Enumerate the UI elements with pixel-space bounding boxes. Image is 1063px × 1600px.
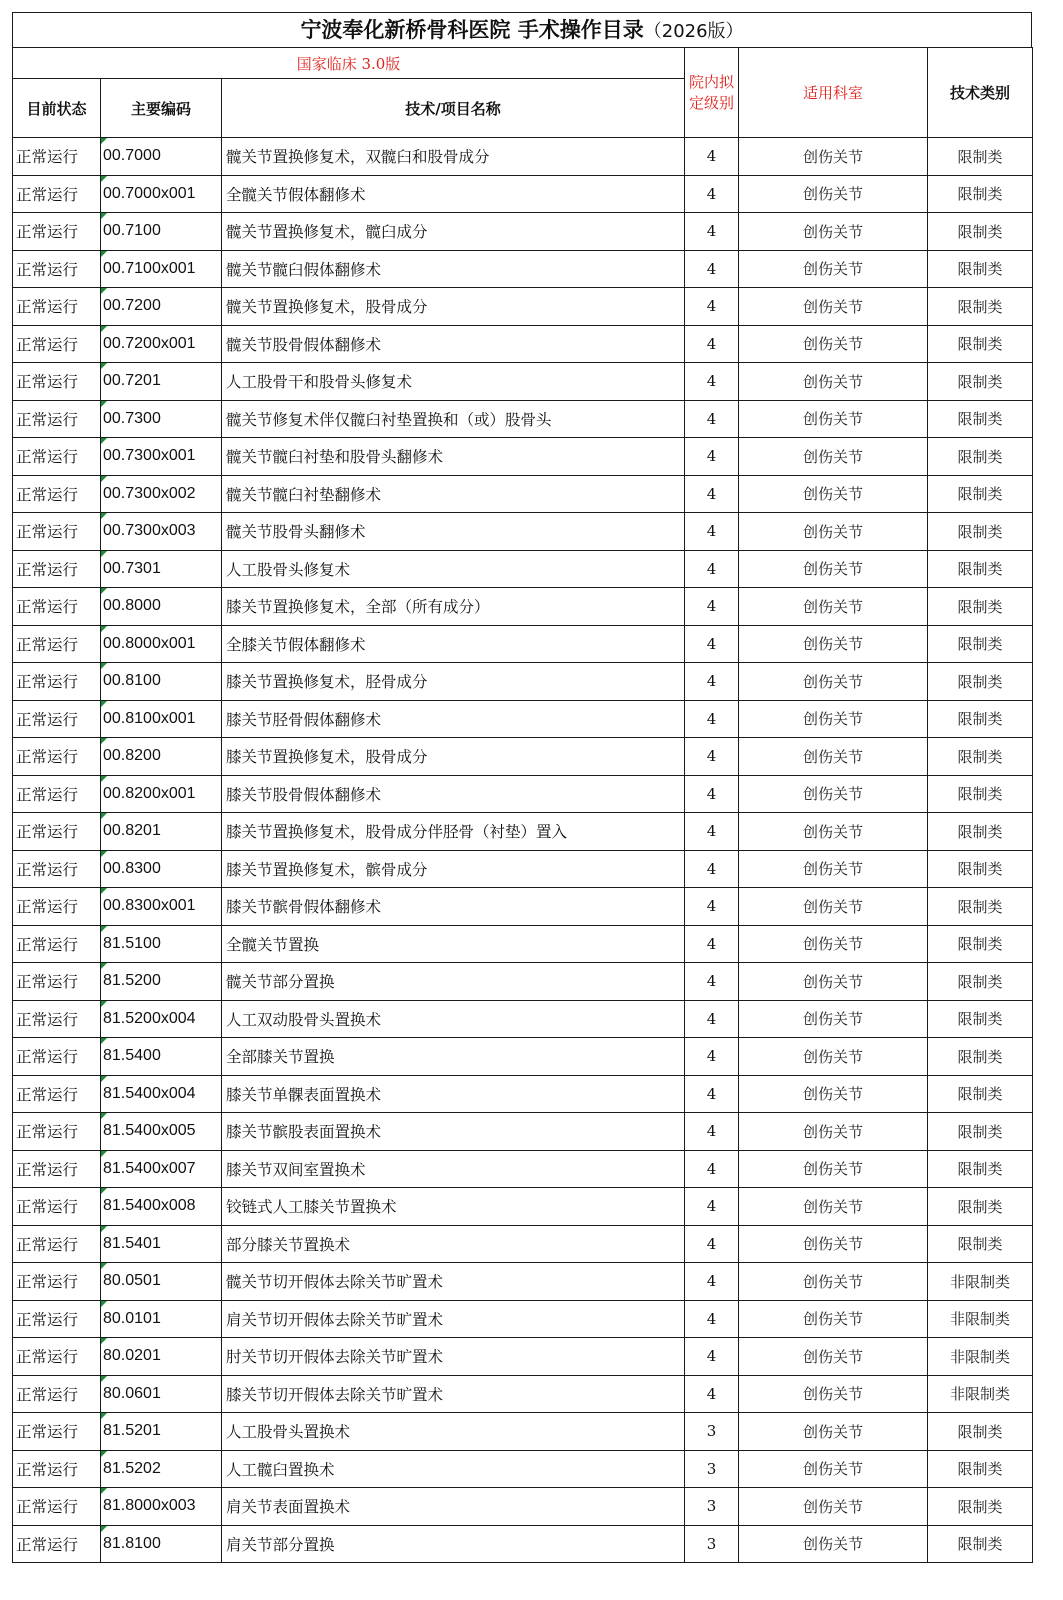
table-body bbox=[13, 138, 1033, 1563]
table-row bbox=[13, 925, 1033, 963]
header-level: 院内拟定级别 bbox=[685, 48, 739, 138]
cell-level: 3 bbox=[685, 1488, 739, 1526]
cell-name: 膝关节髌股表面置换术 bbox=[222, 1113, 685, 1151]
cell-status: 正常运行 bbox=[13, 325, 101, 363]
cell-name: 人工股骨干和股骨头修复术 bbox=[222, 363, 685, 401]
cell-tech-type: 限制类 bbox=[928, 663, 1033, 701]
catalog-sheet bbox=[12, 12, 1032, 1563]
cell-status: 正常运行 bbox=[13, 1038, 101, 1076]
cell-department: 创伤关节 bbox=[739, 925, 928, 963]
cell-code: 00.7000 bbox=[101, 138, 222, 176]
cell-code: 00.8000 bbox=[101, 588, 222, 626]
cell-tech-type: 限制类 bbox=[928, 138, 1033, 176]
cell-level: 4 bbox=[685, 738, 739, 776]
cell-level: 4 bbox=[685, 550, 739, 588]
cell-name: 膝关节股骨假体翻修术 bbox=[222, 775, 685, 813]
table-row bbox=[13, 400, 1033, 438]
cell-tech-type: 限制类 bbox=[928, 513, 1033, 551]
cell-status: 正常运行 bbox=[13, 475, 101, 513]
cell-status: 正常运行 bbox=[13, 888, 101, 926]
cell-tech-type: 限制类 bbox=[928, 175, 1033, 213]
cell-level: 4 bbox=[685, 400, 739, 438]
cell-code: 81.5400x005 bbox=[101, 1113, 222, 1151]
cell-tech-type: 限制类 bbox=[928, 1000, 1033, 1038]
cell-name: 膝关节置换修复术，全部（所有成分） bbox=[222, 588, 685, 626]
cell-level: 4 bbox=[685, 213, 739, 251]
title-main: 宁波奉化新桥骨科医院 手术操作目录 bbox=[300, 18, 644, 42]
cell-status: 正常运行 bbox=[13, 513, 101, 551]
table-row bbox=[13, 1338, 1033, 1376]
cell-level: 4 bbox=[685, 1000, 739, 1038]
cell-name: 肩关节切开假体去除关节旷置术 bbox=[222, 1300, 685, 1338]
cell-code: 81.5400 bbox=[101, 1038, 222, 1076]
cell-code: 00.8100x001 bbox=[101, 700, 222, 738]
cell-level: 4 bbox=[685, 1075, 739, 1113]
table-row bbox=[13, 738, 1033, 776]
cell-tech-type: 限制类 bbox=[928, 1113, 1033, 1151]
table-row bbox=[13, 1113, 1033, 1151]
cell-name: 膝关节髌骨假体翻修术 bbox=[222, 888, 685, 926]
table-row bbox=[13, 288, 1033, 326]
table-row bbox=[13, 325, 1033, 363]
cell-code: 00.8200 bbox=[101, 738, 222, 776]
cell-tech-type: 限制类 bbox=[928, 213, 1033, 251]
cell-code: 81.5400x007 bbox=[101, 1150, 222, 1188]
cell-department: 创伤关节 bbox=[739, 700, 928, 738]
cell-department: 创伤关节 bbox=[739, 850, 928, 888]
cell-status: 正常运行 bbox=[13, 250, 101, 288]
cell-name: 膝关节置换修复术，胫骨成分 bbox=[222, 663, 685, 701]
cell-name: 全部膝关节置换 bbox=[222, 1038, 685, 1076]
cell-level: 4 bbox=[685, 588, 739, 626]
cell-status: 正常运行 bbox=[13, 1113, 101, 1151]
title-edition: （2026版） bbox=[643, 21, 744, 42]
cell-name: 髋关节部分置换 bbox=[222, 963, 685, 1001]
cell-code: 81.5400x008 bbox=[101, 1188, 222, 1226]
cell-tech-type: 限制类 bbox=[928, 1038, 1033, 1076]
table-row bbox=[13, 438, 1033, 476]
cell-level: 4 bbox=[685, 438, 739, 476]
cell-status: 正常运行 bbox=[13, 663, 101, 701]
table-row bbox=[13, 850, 1033, 888]
cell-status: 正常运行 bbox=[13, 588, 101, 626]
cell-name: 膝关节双间室置换术 bbox=[222, 1150, 685, 1188]
cell-tech-type: 限制类 bbox=[928, 925, 1033, 963]
cell-code: 80.0501 bbox=[101, 1263, 222, 1301]
cell-tech-type: 限制类 bbox=[928, 1488, 1033, 1526]
cell-status: 正常运行 bbox=[13, 288, 101, 326]
cell-department: 创伤关节 bbox=[739, 1075, 928, 1113]
header-department: 适用科室 bbox=[739, 48, 928, 138]
header-national-version: 国家临床 3.0版 bbox=[13, 48, 685, 79]
cell-name: 全膝关节假体翻修术 bbox=[222, 625, 685, 663]
cell-level: 4 bbox=[685, 700, 739, 738]
cell-level: 4 bbox=[685, 1038, 739, 1076]
cell-department: 创伤关节 bbox=[739, 775, 928, 813]
cell-level: 4 bbox=[685, 513, 739, 551]
table-row bbox=[13, 213, 1033, 251]
document-title bbox=[12, 12, 1032, 47]
cell-status: 正常运行 bbox=[13, 1000, 101, 1038]
table-row bbox=[13, 888, 1033, 926]
table-row bbox=[13, 963, 1033, 1001]
cell-code: 81.5100 bbox=[101, 925, 222, 963]
cell-code: 81.5200x004 bbox=[101, 1000, 222, 1038]
cell-level: 4 bbox=[685, 1263, 739, 1301]
cell-status: 正常运行 bbox=[13, 850, 101, 888]
table-row bbox=[13, 1150, 1033, 1188]
cell-department: 创伤关节 bbox=[739, 550, 928, 588]
cell-status: 正常运行 bbox=[13, 1188, 101, 1226]
cell-department: 创伤关节 bbox=[739, 663, 928, 701]
cell-tech-type: 限制类 bbox=[928, 363, 1033, 401]
cell-level: 4 bbox=[685, 325, 739, 363]
cell-status: 正常运行 bbox=[13, 1300, 101, 1338]
cell-department: 创伤关节 bbox=[739, 1413, 928, 1451]
cell-level: 4 bbox=[685, 663, 739, 701]
cell-code: 00.7200x001 bbox=[101, 325, 222, 363]
table-row bbox=[13, 1038, 1033, 1076]
cell-name: 髋关节置换修复术，双髋臼和股骨成分 bbox=[222, 138, 685, 176]
cell-code: 81.8100 bbox=[101, 1525, 222, 1563]
cell-status: 正常运行 bbox=[13, 738, 101, 776]
cell-status: 正常运行 bbox=[13, 175, 101, 213]
cell-code: 81.5200 bbox=[101, 963, 222, 1001]
cell-name: 髋关节置换修复术，股骨成分 bbox=[222, 288, 685, 326]
cell-level: 4 bbox=[685, 363, 739, 401]
cell-status: 正常运行 bbox=[13, 925, 101, 963]
cell-tech-type: 限制类 bbox=[928, 813, 1033, 851]
cell-tech-type: 限制类 bbox=[928, 325, 1033, 363]
cell-name: 髋关节切开假体去除关节旷置术 bbox=[222, 1263, 685, 1301]
cell-department: 创伤关节 bbox=[739, 175, 928, 213]
cell-level: 4 bbox=[685, 625, 739, 663]
cell-department: 创伤关节 bbox=[739, 963, 928, 1001]
table-row bbox=[13, 625, 1033, 663]
table-row bbox=[13, 1188, 1033, 1226]
cell-name: 全髋关节置换 bbox=[222, 925, 685, 963]
cell-department: 创伤关节 bbox=[739, 363, 928, 401]
cell-code: 81.5201 bbox=[101, 1413, 222, 1451]
table-row bbox=[13, 1075, 1033, 1113]
cell-department: 创伤关节 bbox=[739, 625, 928, 663]
cell-department: 创伤关节 bbox=[739, 400, 928, 438]
cell-department: 创伤关节 bbox=[739, 1263, 928, 1301]
table-row bbox=[13, 1413, 1033, 1451]
table-row bbox=[13, 513, 1033, 551]
cell-department: 创伤关节 bbox=[739, 475, 928, 513]
cell-tech-type: 限制类 bbox=[928, 475, 1033, 513]
cell-department: 创伤关节 bbox=[739, 513, 928, 551]
cell-department: 创伤关节 bbox=[739, 1525, 928, 1563]
cell-status: 正常运行 bbox=[13, 213, 101, 251]
table-row bbox=[13, 138, 1033, 176]
cell-department: 创伤关节 bbox=[739, 888, 928, 926]
cell-status: 正常运行 bbox=[13, 813, 101, 851]
cell-status: 正常运行 bbox=[13, 138, 101, 176]
cell-department: 创伤关节 bbox=[739, 250, 928, 288]
table-row bbox=[13, 588, 1033, 626]
cell-status: 正常运行 bbox=[13, 1263, 101, 1301]
cell-code: 00.8300 bbox=[101, 850, 222, 888]
cell-code: 80.0601 bbox=[101, 1375, 222, 1413]
cell-department: 创伤关节 bbox=[739, 738, 928, 776]
table-row bbox=[13, 175, 1033, 213]
cell-code: 80.0101 bbox=[101, 1300, 222, 1338]
table-row bbox=[13, 363, 1033, 401]
cell-code: 00.8201 bbox=[101, 813, 222, 851]
table-row bbox=[13, 1375, 1033, 1413]
table-row bbox=[13, 475, 1033, 513]
cell-tech-type: 限制类 bbox=[928, 1413, 1033, 1451]
cell-status: 正常运行 bbox=[13, 700, 101, 738]
cell-code: 00.8100 bbox=[101, 663, 222, 701]
cell-name: 人工髋臼置换术 bbox=[222, 1450, 685, 1488]
cell-level: 4 bbox=[685, 250, 739, 288]
cell-status: 正常运行 bbox=[13, 1338, 101, 1376]
cell-level: 4 bbox=[685, 1188, 739, 1226]
cell-tech-type: 非限制类 bbox=[928, 1300, 1033, 1338]
cell-status: 正常运行 bbox=[13, 400, 101, 438]
cell-code: 00.7300x001 bbox=[101, 438, 222, 476]
cell-tech-type: 限制类 bbox=[928, 288, 1033, 326]
cell-tech-type: 限制类 bbox=[928, 1525, 1033, 1563]
cell-department: 创伤关节 bbox=[739, 1300, 928, 1338]
cell-level: 4 bbox=[685, 1150, 739, 1188]
cell-level: 4 bbox=[685, 1375, 739, 1413]
cell-level: 4 bbox=[685, 963, 739, 1001]
cell-tech-type: 限制类 bbox=[928, 850, 1033, 888]
cell-department: 创伤关节 bbox=[739, 1150, 928, 1188]
cell-level: 3 bbox=[685, 1413, 739, 1451]
cell-code: 81.5401 bbox=[101, 1225, 222, 1263]
cell-code: 00.7300x002 bbox=[101, 475, 222, 513]
table-row bbox=[13, 1225, 1033, 1263]
cell-level: 4 bbox=[685, 1338, 739, 1376]
cell-department: 创伤关节 bbox=[739, 438, 928, 476]
cell-tech-type: 限制类 bbox=[928, 1188, 1033, 1226]
table-row bbox=[13, 775, 1033, 813]
cell-code: 00.7300x003 bbox=[101, 513, 222, 551]
table-row bbox=[13, 1263, 1033, 1301]
cell-tech-type: 限制类 bbox=[928, 1450, 1033, 1488]
cell-name: 部分膝关节置换术 bbox=[222, 1225, 685, 1263]
cell-department: 创伤关节 bbox=[739, 213, 928, 251]
cell-level: 4 bbox=[685, 813, 739, 851]
cell-code: 00.7000x001 bbox=[101, 175, 222, 213]
cell-tech-type: 限制类 bbox=[928, 1075, 1033, 1113]
cell-department: 创伤关节 bbox=[739, 1338, 928, 1376]
cell-tech-type: 非限制类 bbox=[928, 1375, 1033, 1413]
cell-code: 00.7200 bbox=[101, 288, 222, 326]
cell-status: 正常运行 bbox=[13, 1150, 101, 1188]
cell-name: 髋关节髋臼衬垫翻修术 bbox=[222, 475, 685, 513]
cell-name: 全髋关节假体翻修术 bbox=[222, 175, 685, 213]
cell-level: 4 bbox=[685, 475, 739, 513]
cell-status: 正常运行 bbox=[13, 1375, 101, 1413]
cell-tech-type: 限制类 bbox=[928, 963, 1033, 1001]
cell-name: 髋关节修复术伴仅髋臼衬垫置换和（或）股骨头 bbox=[222, 400, 685, 438]
cell-tech-type: 限制类 bbox=[928, 700, 1033, 738]
cell-tech-type: 限制类 bbox=[928, 400, 1033, 438]
cell-status: 正常运行 bbox=[13, 438, 101, 476]
cell-name: 膝关节置换修复术，髌骨成分 bbox=[222, 850, 685, 888]
cell-code: 00.8200x001 bbox=[101, 775, 222, 813]
table-row bbox=[13, 250, 1033, 288]
cell-level: 4 bbox=[685, 925, 739, 963]
cell-code: 81.8000x003 bbox=[101, 1488, 222, 1526]
cell-name: 人工股骨头修复术 bbox=[222, 550, 685, 588]
cell-department: 创伤关节 bbox=[739, 813, 928, 851]
cell-status: 正常运行 bbox=[13, 775, 101, 813]
cell-department: 创伤关节 bbox=[739, 1225, 928, 1263]
cell-status: 正常运行 bbox=[13, 1225, 101, 1263]
cell-name: 髋关节股骨假体翻修术 bbox=[222, 325, 685, 363]
cell-name: 膝关节置换修复术，股骨成分伴胫骨（衬垫）置入 bbox=[222, 813, 685, 851]
header-code: 主要编码 bbox=[101, 79, 222, 138]
cell-name: 肩关节部分置换 bbox=[222, 1525, 685, 1563]
cell-level: 4 bbox=[685, 138, 739, 176]
cell-code: 00.7301 bbox=[101, 550, 222, 588]
table-row bbox=[13, 1488, 1033, 1526]
cell-status: 正常运行 bbox=[13, 1450, 101, 1488]
cell-status: 正常运行 bbox=[13, 1525, 101, 1563]
cell-status: 正常运行 bbox=[13, 1413, 101, 1451]
cell-tech-type: 非限制类 bbox=[928, 1338, 1033, 1376]
cell-tech-type: 限制类 bbox=[928, 438, 1033, 476]
cell-department: 创伤关节 bbox=[739, 138, 928, 176]
cell-level: 3 bbox=[685, 1450, 739, 1488]
cell-name: 肘关节切开假体去除关节旷置术 bbox=[222, 1338, 685, 1376]
cell-code: 81.5400x004 bbox=[101, 1075, 222, 1113]
cell-name: 髋关节股骨头翻修术 bbox=[222, 513, 685, 551]
cell-level: 4 bbox=[685, 888, 739, 926]
header-tech-type: 技术类别 bbox=[928, 48, 1033, 138]
table-row bbox=[13, 1300, 1033, 1338]
cell-level: 4 bbox=[685, 775, 739, 813]
table-row bbox=[13, 1450, 1033, 1488]
cell-department: 创伤关节 bbox=[739, 588, 928, 626]
procedure-table bbox=[12, 47, 1033, 1563]
cell-name: 肩关节表面置换术 bbox=[222, 1488, 685, 1526]
cell-tech-type: 限制类 bbox=[928, 250, 1033, 288]
cell-name: 髋关节髋臼衬垫和股骨头翻修术 bbox=[222, 438, 685, 476]
cell-name: 膝关节切开假体去除关节旷置术 bbox=[222, 1375, 685, 1413]
cell-level: 4 bbox=[685, 288, 739, 326]
cell-status: 正常运行 bbox=[13, 1075, 101, 1113]
cell-tech-type: 限制类 bbox=[928, 625, 1033, 663]
cell-name: 膝关节置换修复术，股骨成分 bbox=[222, 738, 685, 776]
cell-code: 00.8000x001 bbox=[101, 625, 222, 663]
cell-tech-type: 限制类 bbox=[928, 588, 1033, 626]
cell-department: 创伤关节 bbox=[739, 1113, 928, 1151]
table-row bbox=[13, 1000, 1033, 1038]
table-row bbox=[13, 663, 1033, 701]
cell-name: 膝关节胫骨假体翻修术 bbox=[222, 700, 685, 738]
table-row bbox=[13, 813, 1033, 851]
cell-status: 正常运行 bbox=[13, 625, 101, 663]
cell-department: 创伤关节 bbox=[739, 288, 928, 326]
cell-department: 创伤关节 bbox=[739, 1000, 928, 1038]
cell-tech-type: 限制类 bbox=[928, 1225, 1033, 1263]
cell-tech-type: 非限制类 bbox=[928, 1263, 1033, 1301]
table-row bbox=[13, 700, 1033, 738]
cell-name: 铰链式人工膝关节置换术 bbox=[222, 1188, 685, 1226]
cell-tech-type: 限制类 bbox=[928, 775, 1033, 813]
cell-status: 正常运行 bbox=[13, 550, 101, 588]
table-row bbox=[13, 550, 1033, 588]
cell-level: 4 bbox=[685, 850, 739, 888]
header-status: 目前状态 bbox=[13, 79, 101, 138]
cell-department: 创伤关节 bbox=[739, 1375, 928, 1413]
cell-tech-type: 限制类 bbox=[928, 738, 1033, 776]
cell-level: 4 bbox=[685, 1300, 739, 1338]
header-name: 技术/项目名称 bbox=[222, 79, 685, 138]
cell-department: 创伤关节 bbox=[739, 325, 928, 363]
cell-department: 创伤关节 bbox=[739, 1450, 928, 1488]
cell-level: 4 bbox=[685, 175, 739, 213]
cell-code: 00.7300 bbox=[101, 400, 222, 438]
cell-name: 髋关节髋臼假体翻修术 bbox=[222, 250, 685, 288]
cell-status: 正常运行 bbox=[13, 1488, 101, 1526]
cell-code: 80.0201 bbox=[101, 1338, 222, 1376]
cell-name: 人工双动股骨头置换术 bbox=[222, 1000, 685, 1038]
cell-name: 膝关节单髁表面置换术 bbox=[222, 1075, 685, 1113]
cell-status: 正常运行 bbox=[13, 963, 101, 1001]
cell-department: 创伤关节 bbox=[739, 1038, 928, 1076]
cell-code: 81.5202 bbox=[101, 1450, 222, 1488]
cell-tech-type: 限制类 bbox=[928, 1150, 1033, 1188]
cell-tech-type: 限制类 bbox=[928, 888, 1033, 926]
cell-code: 00.7201 bbox=[101, 363, 222, 401]
cell-level: 4 bbox=[685, 1225, 739, 1263]
cell-code: 00.7100 bbox=[101, 213, 222, 251]
cell-name: 人工股骨头置换术 bbox=[222, 1413, 685, 1451]
cell-department: 创伤关节 bbox=[739, 1188, 928, 1226]
cell-department: 创伤关节 bbox=[739, 1488, 928, 1526]
cell-code: 00.8300x001 bbox=[101, 888, 222, 926]
cell-name: 髋关节置换修复术，髋臼成分 bbox=[222, 213, 685, 251]
cell-code: 00.7100x001 bbox=[101, 250, 222, 288]
cell-status: 正常运行 bbox=[13, 363, 101, 401]
cell-level: 4 bbox=[685, 1113, 739, 1151]
cell-level: 3 bbox=[685, 1525, 739, 1563]
cell-tech-type: 限制类 bbox=[928, 550, 1033, 588]
table-row bbox=[13, 1525, 1033, 1563]
